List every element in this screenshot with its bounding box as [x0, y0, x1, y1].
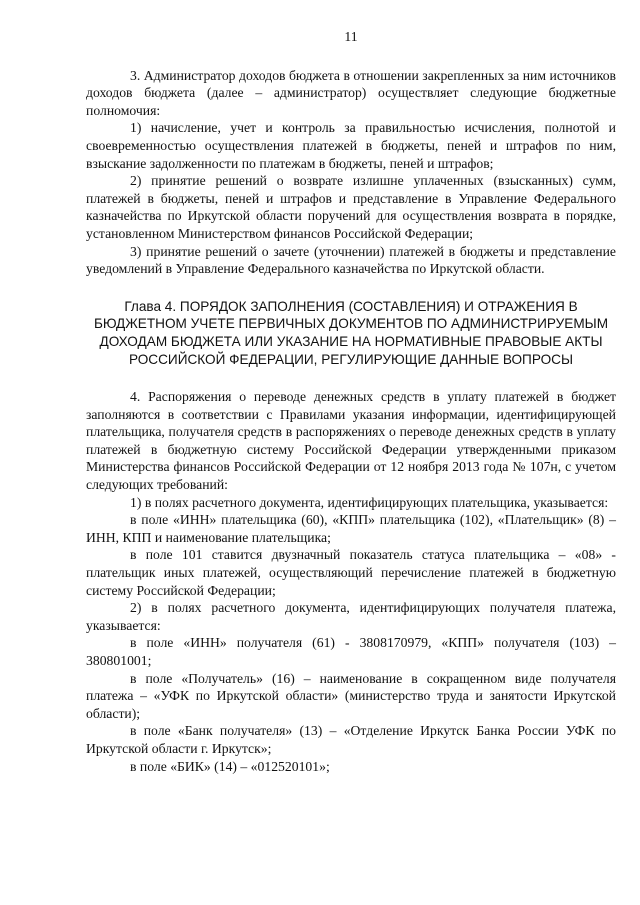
section-4-paragraph: 1) в полях расчетного документа, идентифицирующих плательщика, указывается: [130, 494, 609, 510]
page-number: 11 [344, 29, 358, 44]
section-3-item-2: 2) принятие решений о возврате излишне уплаченных (взысканных) сумм, платежей в бюджеты, пеней и штрафов и представление в Управление Федерального казначейства по Иркутской области поручений для осуществления возврата в порядке, установленном Министерством финансов Российской Федерации; [86, 173, 616, 241]
section-3-item-3: 3) принятие решений о зачете (уточнении) платежей в бюджеты и представление уведомлений в Управление Федерального казначейства по Иркутской области. [86, 243, 616, 277]
section-4-paragraph: в поле «БИК» (14) – «012520101»; [130, 758, 330, 774]
section-4-paragraph: в поле «ИНН» плательщика (60), «КПП» плательщика (102), «Плательщик» (8) – ИНН, КПП и наименование плательщика; [86, 512, 616, 545]
section-4-paragraph: 2) в полях расчетного документа, идентифицирующих получателя платежа, указывается: [86, 600, 616, 633]
section-4 [86, 388, 616, 775]
section-4-paragraph: в поле «Получатель» (16) – наименование в сокращенном виде получателя платежа – «УФК по Иркутской области» (министерство труда и занятости Иркутской области); [86, 670, 616, 721]
section-4-paragraph: в поле 101 ставится двузначный показатель статуса плательщика – «08» - плательщик иных платежей, осуществляющий перечисление платежей в бюджетную систему Российской Федерации; [86, 547, 616, 598]
section-4-paragraph: в поле «ИНН» получателя (61) - 3808170979, «КПП» получателя (103) – 380801001; [86, 635, 616, 668]
section-4-intro: 4. Распоряжения о переводе денежных средств в уплату платежей в бюджет заполняются в соответствии с Правилами указания информации, идентифицирующей плательщика, получателя средств в распоряжениях о переводе денежных средств в уплату платежей в бюджетную систему Российской Федерации утвержденными приказом Министерства финансов Российской Федерации от 12 ноября 2013 года № 107н, с учетом следующих требований: [86, 389, 616, 493]
section-3-intro: 3. Администратор доходов бюджета в отношении закрепленных за ним источников доходов бюджета (далее – администратор) осуществляет следующие бюджетные полномочия: [86, 67, 616, 118]
section-3 [86, 67, 616, 278]
chapter-4-heading: Глава 4. ПОРЯДОК ЗАПОЛНЕНИЯ (СОСТАВЛЕНИЯ) И ОТРАЖЕНИЯ В БЮДЖЕТНОМ УЧЕТЕ ПЕРВИЧНЫХ ДОКУМЕНТОВ ПО АДМИНИСТРИРУЕМЫМ ДОХОДАМ БЮДЖЕТА ИЛИ УКАЗАНИЕ НА НОРМАТИВНЫЕ ПРАВОВЫЕ АКТЫ РОССИЙСКОЙ ФЕДЕРАЦИИ, РЕГУЛИРУЮЩИЕ ДАННЫЕ ВОПРОСЫ [93, 298, 609, 367]
section-3-item-1: 1) начисление, учет и контроль за правильностью исчисления, полнотой и своевременностью осуществления платежей в бюджеты, пеней и штрафов по ним, взыскание задолженности по платежам в бюджеты, пеней и штрафов; [86, 120, 616, 171]
section-4-paragraph: в поле «Банк получателя» (13) – «Отделение Иркутск Банка России УФК по Иркутской области г. Иркутск»; [86, 723, 616, 756]
